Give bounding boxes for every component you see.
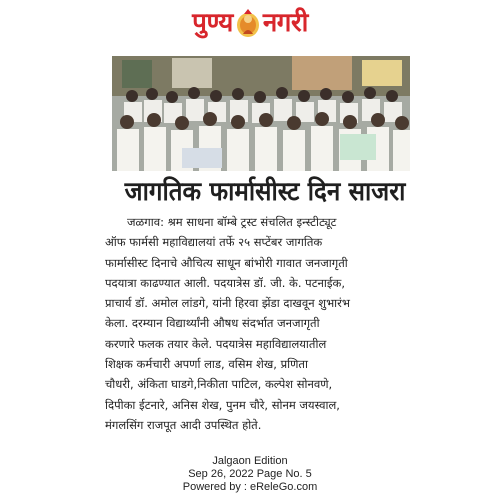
group-photo-icon [112,56,410,171]
masthead-right-word: नगरी [262,8,308,38]
masthead-left-word: पुण्य [192,8,233,38]
powered-by: Powered by : eReleGo.com [182,481,318,493]
group-photo [112,56,410,171]
article-line: प्राचार्य डॉ. अमोल लांडगे, यांनी हिरवा झेंडा दाखवून शुभारंभ [105,296,350,311]
article-line: केला. दरम्यान विद्यार्थ्यांनी औषध संदर्भात जनजागृती [105,316,320,331]
article-line: करणारे फलक तयार केले. पदयात्रेस महाविद्यालयातील [105,336,327,351]
article-line: शिक्षक कर्मचारी अपर्णा लाड, वसिम शेख, प्रणिता [105,357,308,372]
edition-name: Jalgaon Edition [212,455,288,467]
article-line: जळगाव: श्रम साधना बॉम्बे ट्रस्ट संचलित इन्स्टीट्यूट [127,215,337,229]
edition-footer [0,455,500,494]
deity-emblem-icon [235,8,261,38]
edition-date-page: Sep 26, 2022 Page No. 5 [188,468,312,480]
article-line: दिपीका ईटनारे, अनिस शेख, पुनम चौरे, सोनम जयस्वाल, [105,397,340,412]
article-line: ऑफ फार्मसी महाविद्यालयां तर्फे २५ सप्टेंबर जागतिक [105,235,323,250]
article-line: मंगलसिंग राजपूत आदी उपस्थित होते. [105,417,262,432]
article-body [105,212,425,435]
article-line: फार्मासीस्ट दिनाचे औचित्य साधून बांभोरी गावात जनजागृती [105,255,348,270]
masthead [0,6,500,40]
headline: जागतिक फार्मासीस्ट दिन साजरा [124,177,406,207]
article-line: चौधरी, अंकिता घाडगे,निकीता पाटिल, कल्पेश सोनवणे, [105,377,333,392]
article-line: पदयात्रा काढण्यात आली. पदयात्रेस डॉ. जी. के. पटनाईक, [105,275,346,290]
